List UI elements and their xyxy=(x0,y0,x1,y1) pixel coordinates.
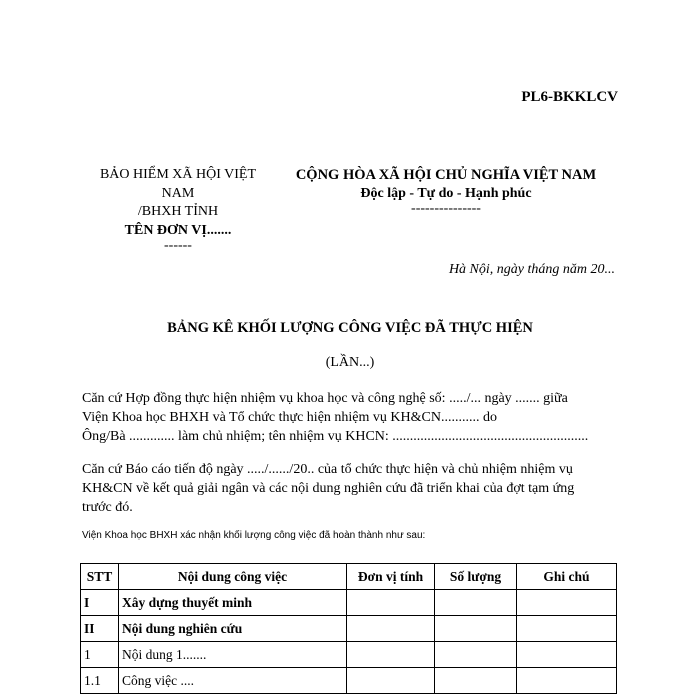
row-quantity xyxy=(435,642,517,668)
table-row xyxy=(81,642,617,668)
table-header-row xyxy=(81,564,617,590)
paragraph-line: Viện Khoa học BHXH và Tổ chức thực hiện nhiệm vụ KH&CN........... do xyxy=(82,410,497,425)
document-subtitle: (LẦN...) xyxy=(325,355,375,370)
national-motto: Độc lập - Tự do - Hạnh phúc xyxy=(360,185,532,201)
row-unit xyxy=(347,642,435,668)
column-header-quantity: Số lượng xyxy=(435,564,517,590)
column-header-unit: Đơn vị tính xyxy=(347,564,435,590)
row-notes xyxy=(517,668,617,694)
paragraph-line: KH&CN về kết quả giải ngân và các nội dung nghiên cứu đã triển khai của đợt tạm ứng xyxy=(82,481,575,496)
row-notes xyxy=(517,616,617,642)
row-notes xyxy=(517,590,617,616)
row-content: Công việc .... xyxy=(119,668,347,694)
agency-header xyxy=(90,166,266,252)
agency-name-line2: NAM xyxy=(161,185,195,201)
column-header-notes: Ghi chú xyxy=(517,564,617,590)
agency-province: /BHXH TỈNH xyxy=(137,204,219,219)
country-name: CỘNG HÒA XÃ HỘI CHỦ NGHĨA VIỆT NAM xyxy=(295,167,597,183)
paragraph-line: trước đó. xyxy=(82,500,133,515)
column-header-stt: STT xyxy=(81,564,119,590)
national-header xyxy=(282,166,610,215)
motto-divider: --------------- xyxy=(411,201,481,216)
row-content: Xây dựng thuyết minh xyxy=(119,590,347,616)
unit-name: TÊN ĐƠN VỊ....... xyxy=(124,222,232,238)
row-quantity xyxy=(435,668,517,694)
paragraph-line: Căn cứ Hợp đồng thực hiện nhiệm vụ khoa học và công nghệ số: ...../... ngày ....... giữa xyxy=(82,391,568,406)
paragraph-line: Ông/Bà ............. làm chủ nhiệm; tên nhiệm vụ KHCN: ........................................................ xyxy=(82,429,589,444)
agency-divider: ------ xyxy=(164,238,192,253)
table-row xyxy=(81,616,617,642)
confirmation-note: Viện Khoa học BHXH xác nhận khối lượng công việc đã hoàn thành như sau: xyxy=(82,530,426,541)
document-title: BẢNG KÊ KHỐI LƯỢNG CÔNG VIỆC ĐÃ THỰC HIỆN xyxy=(167,320,533,336)
row-unit xyxy=(347,616,435,642)
contract-paragraph xyxy=(82,389,622,446)
row-quantity xyxy=(435,616,517,642)
row-stt: 1 xyxy=(81,642,119,668)
row-content: Nội dung nghiên cứu xyxy=(119,616,347,642)
row-quantity xyxy=(435,590,517,616)
progress-paragraph xyxy=(82,460,622,517)
table-row xyxy=(81,590,617,616)
paragraph-line: Căn cứ Báo cáo tiến độ ngày ...../....../20.. của tổ chức thực hiện và chủ nhiệm nhiệm vụ xyxy=(82,462,573,477)
date-line: Hà Nội, ngày tháng năm 20... xyxy=(448,262,615,277)
form-code: PL6-BKKLCV xyxy=(521,89,618,105)
row-notes xyxy=(517,642,617,668)
row-stt: 1.1 xyxy=(81,668,119,694)
row-stt: II xyxy=(81,616,119,642)
row-unit xyxy=(347,590,435,616)
agency-name-line1: BẢO HIỂM XÃ HỘI VIỆT xyxy=(99,167,257,182)
work-volume-table xyxy=(80,563,617,694)
table-row xyxy=(81,668,617,694)
row-unit xyxy=(347,668,435,694)
column-header-content: Nội dung công việc xyxy=(119,564,347,590)
row-content: Nội dung 1....... xyxy=(119,642,347,668)
row-stt: I xyxy=(81,590,119,616)
